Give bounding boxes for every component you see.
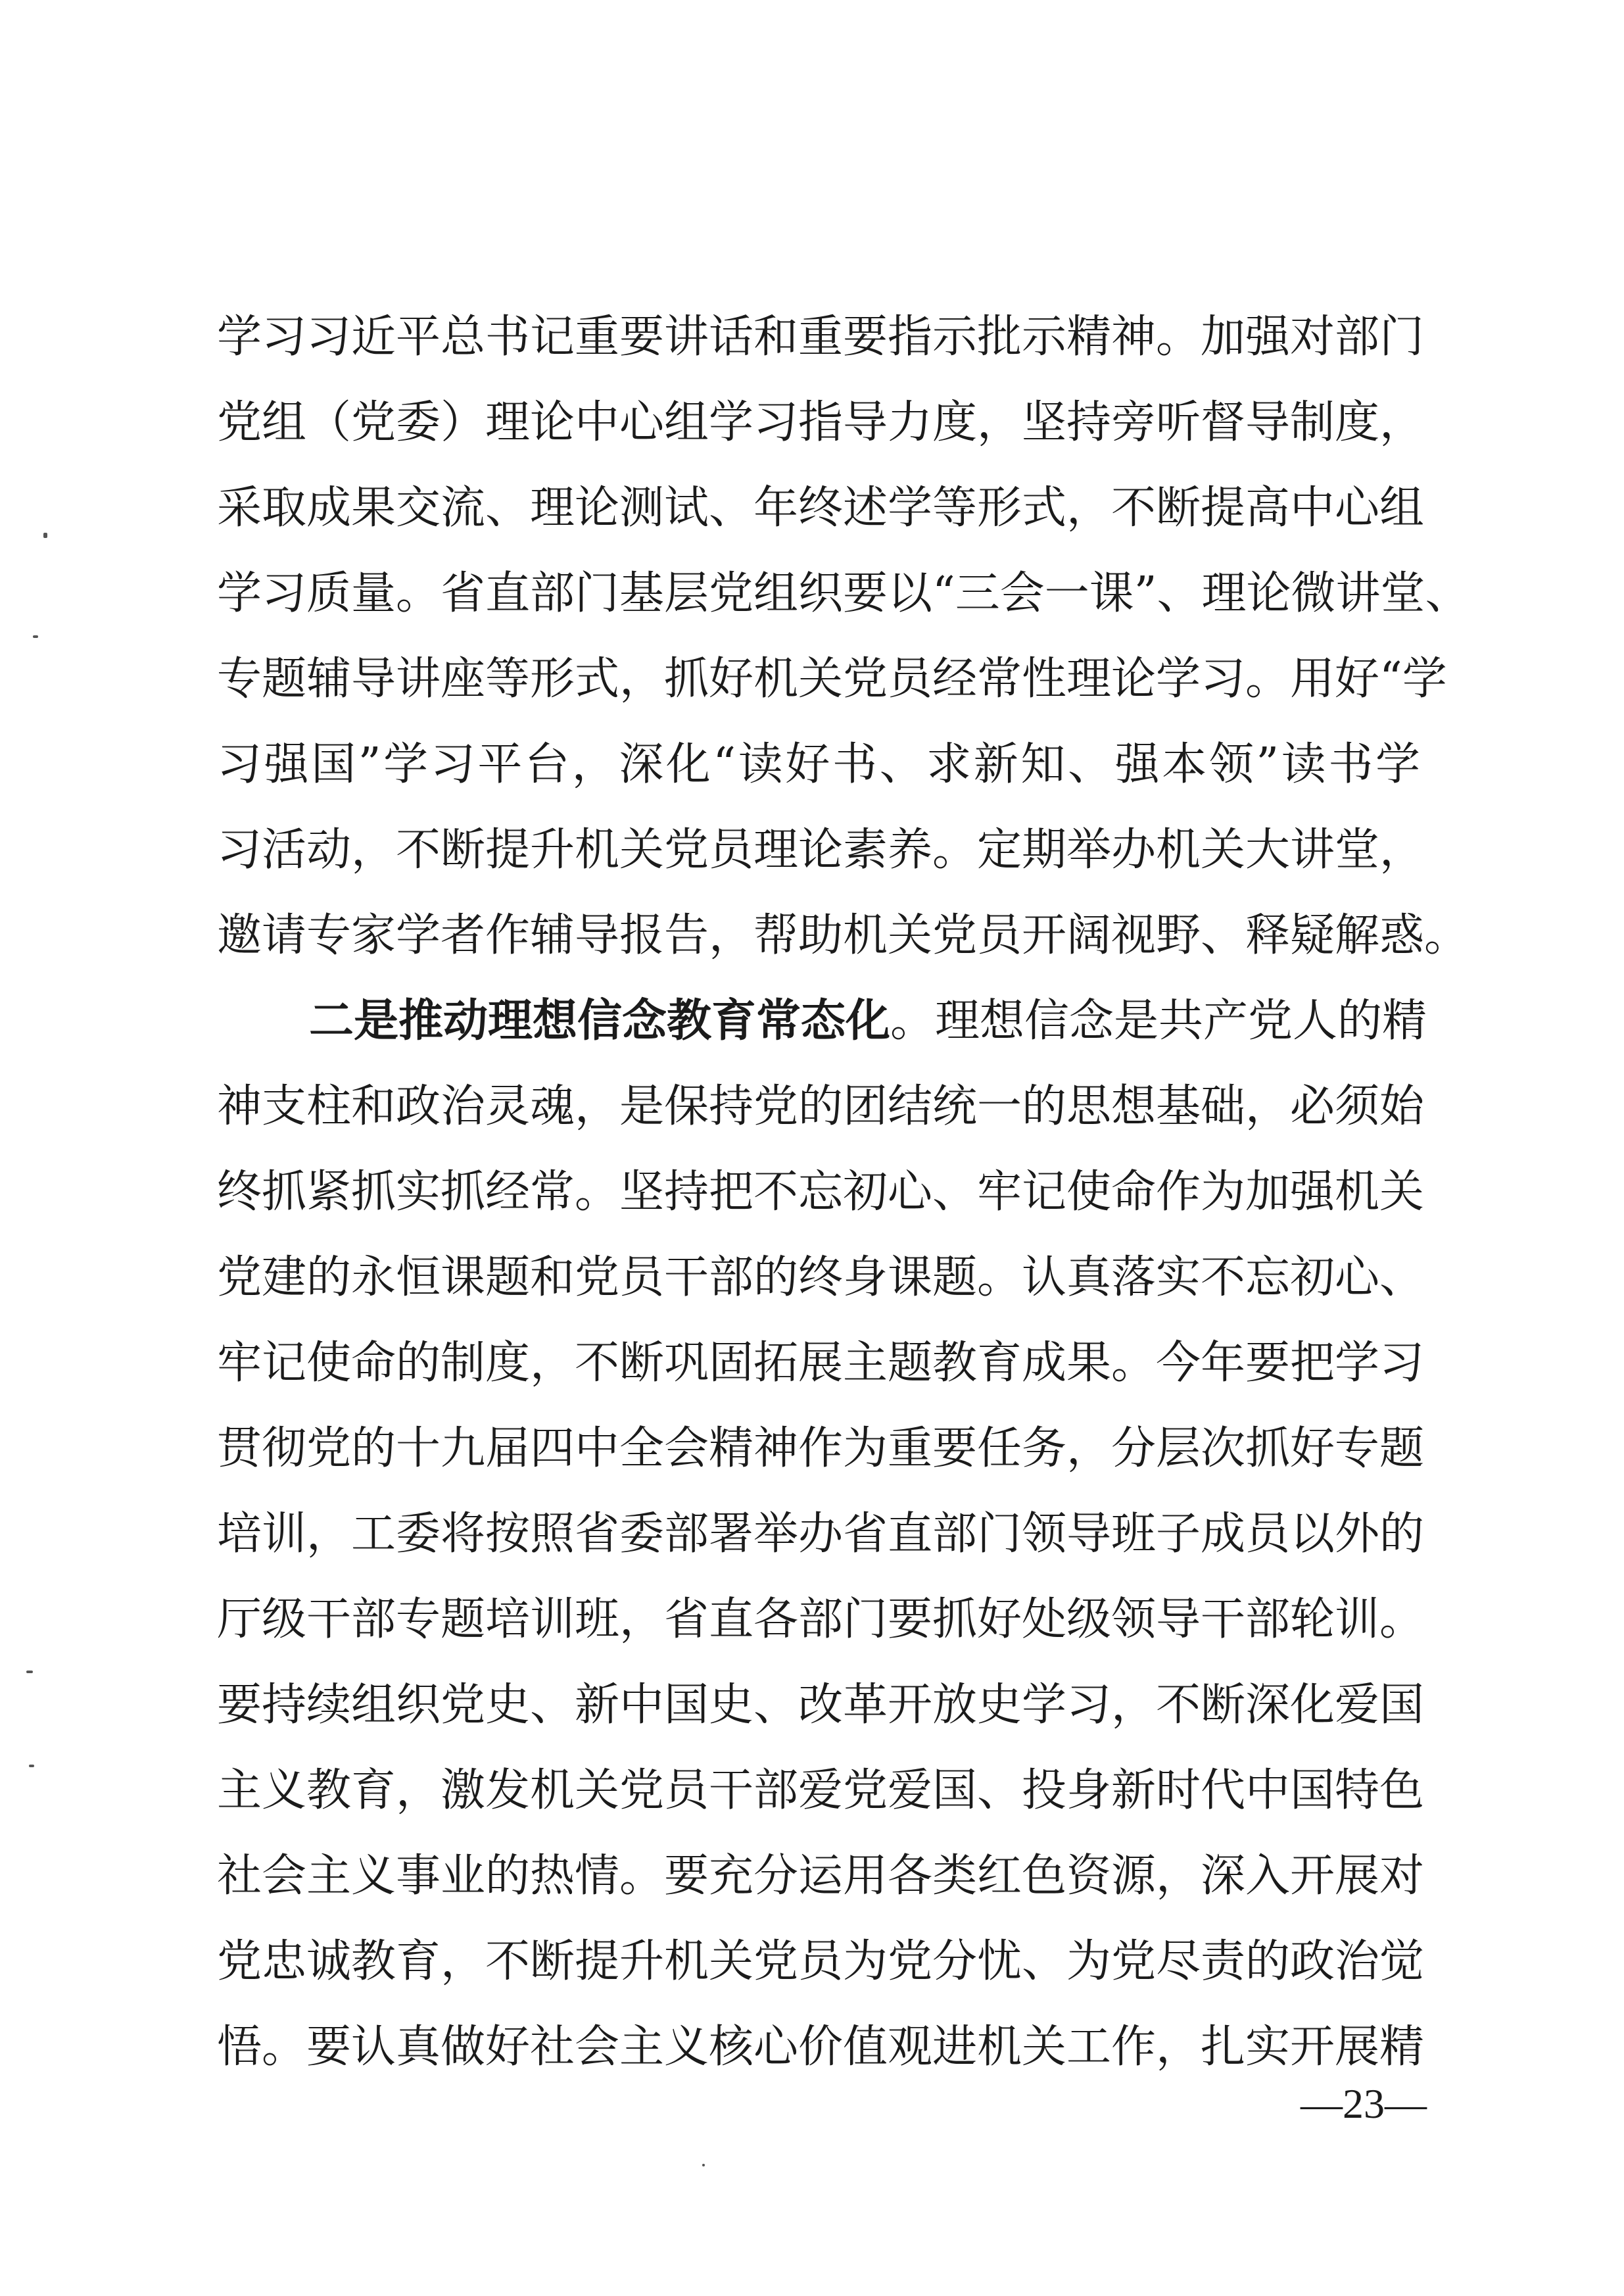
scan-speck — [33, 635, 38, 638]
text-line: 采取成果交流、理论测试、年终述学等形式，不断提高中心组 — [217, 482, 1425, 534]
text-line: 习强国”学习平台，深化“读好书、求新知、强本领”读书学 — [217, 739, 1420, 791]
page-number: —23— — [1301, 2080, 1427, 2127]
text-line: 培训，工委将按照省委部署举办省直部门领导班子成员以外的 — [217, 1508, 1425, 1560]
text-line: 主义教育，激发机关党员干部爱党爱国、投身新时代中国特色 — [217, 1765, 1425, 1817]
text-line: 社会主义事业的热情。要充分运用各类红色资源，深入开展对 — [217, 1850, 1425, 1902]
scan-speck — [26, 1671, 33, 1673]
text-line: 党建的永恒课题和党员干部的终身课题。认真落实不忘初心、 — [217, 1252, 1425, 1304]
text-line: 终抓紧抓实抓经常。坚持把不忘初心、牢记使命作为加强机关 — [217, 1166, 1425, 1218]
scan-speck — [29, 1765, 34, 1767]
text-line: 习活动，不断提升机关党员理论素养。定期举办机关大讲堂， — [217, 824, 1425, 876]
paragraph-heading-line — [217, 979, 1427, 1064]
scan-speck — [43, 533, 47, 538]
text-line: 学习习近平总书记重要讲话和重要指示批示精神。加强对部门 — [217, 311, 1425, 363]
text-line: 邀请专家学者作辅导报告，帮助机关党员开阔视野、释疑解惑。 — [217, 910, 1469, 962]
text-line: 党忠诚教育，不断提升机关党员为党分忧、为党尽责的政治觉 — [217, 1936, 1425, 1988]
text-line: 党组（党委）理论中心组学习指导力度，坚持旁听督导制度， — [217, 397, 1425, 449]
text-line: 厅级干部专题培训班，省直各部门要抓好处级领导干部轮训。 — [217, 1594, 1425, 1646]
text-line: 。理想信念是共产党人的精 — [890, 995, 1427, 1047]
text-line: 学习质量。省直部门基层党组织要以“三会一课”、理论微讲堂、 — [217, 568, 1470, 620]
text-line: 贯彻党的十九届四中全会精神作为重要任务，分层次抓好专题 — [217, 1423, 1425, 1475]
text-line: 要持续组织党史、新中国史、改革开放史学习，不断深化爱国 — [217, 1679, 1425, 1731]
text-line: 悟。要认真做好社会主义核心价值观进机关工作，扎实开展精 — [217, 2021, 1425, 2073]
text-line: 神支柱和政治灵魂，是保持党的团结统一的思想基础，必须始 — [217, 1081, 1425, 1133]
text-line: 牢记使命的制度，不断巩固拓展主题教育成果。今年要把学习 — [217, 1337, 1425, 1389]
paragraph-heading: 二是推动理想信念教育常态化 — [309, 995, 891, 1047]
text-line: 专题辅导讲座等形式，抓好机关党员经常性理论学习。用好“学 — [217, 653, 1447, 705]
scan-speck — [702, 2164, 705, 2166]
body-text — [217, 295, 1470, 2090]
